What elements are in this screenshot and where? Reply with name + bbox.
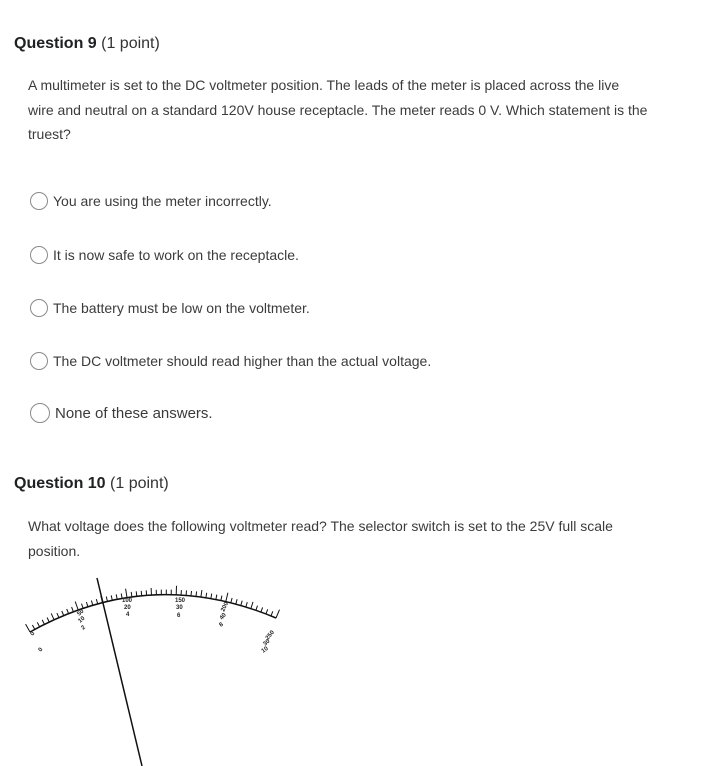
q9-option-3[interactable] xyxy=(30,299,310,317)
meter-tick xyxy=(271,611,273,616)
meter-tick xyxy=(226,593,228,602)
meter-tick xyxy=(86,602,88,607)
question-9-number: Question 9 xyxy=(14,35,97,52)
radio-button[interactable] xyxy=(30,246,48,264)
meter-tick xyxy=(37,622,39,626)
option-label: The battery must be low on the voltmeter. xyxy=(53,300,310,316)
voltmeter-scale-image xyxy=(0,560,702,766)
meter-label-150-outer: 150 xyxy=(175,598,186,604)
meter-label-50-inner: 2 xyxy=(80,624,87,632)
meter-label-200-outer: 200 xyxy=(220,601,231,613)
meter-tick xyxy=(141,591,142,596)
option-label: It is now safe to work on the receptacle. xyxy=(53,247,299,263)
meter-tick xyxy=(216,595,217,600)
meter-tick xyxy=(67,609,69,614)
meter-label-200-mid: 40 xyxy=(218,612,228,622)
meter-tick xyxy=(256,606,258,611)
meter-tick xyxy=(251,602,253,609)
meter-tick xyxy=(246,602,248,607)
radio-button[interactable] xyxy=(30,403,50,423)
meter-scale-arc xyxy=(30,595,276,632)
meter-tick xyxy=(266,609,268,614)
question-10-points: (1 point) xyxy=(105,475,169,492)
meter-label-250-outer: 250 xyxy=(264,629,276,642)
q9-option-1[interactable] xyxy=(30,192,272,210)
option-label: You are using the meter incorrectly. xyxy=(53,193,272,209)
meter-tick xyxy=(206,593,207,598)
meter-tick xyxy=(126,589,127,598)
meter-tick xyxy=(236,599,237,604)
question-9-heading xyxy=(14,35,160,53)
meter-tick xyxy=(261,607,263,612)
meter-label-200-inner: 8 xyxy=(218,621,225,629)
meter-needle xyxy=(97,578,142,766)
meter-tick xyxy=(276,610,280,618)
radio-button[interactable] xyxy=(30,192,48,210)
option-label: The DC voltmeter should read higher than the actual voltage. xyxy=(53,353,432,369)
q9-option-5[interactable] xyxy=(30,403,213,423)
radio-button[interactable] xyxy=(30,352,48,370)
q9-option-2[interactable] xyxy=(30,246,299,264)
meter-tick xyxy=(62,611,64,616)
meter-tick xyxy=(51,613,54,619)
meter-tick xyxy=(42,620,44,625)
meter-tick-marks xyxy=(26,586,280,632)
meter-label-250-mid: 30 xyxy=(262,638,272,648)
meter-tick xyxy=(221,596,222,601)
meter-tick xyxy=(241,601,242,606)
meter-tick xyxy=(91,601,92,606)
question-9-text: A multimeter is set to the DC voltmeter position. The leads of the meter is placed across the live wire and neutral on a standard 120V house receptacle. The meter reads 0 V. Which statement is the truest? xyxy=(28,77,648,142)
meter-tick xyxy=(191,591,192,596)
question-9-points: (1 point) xyxy=(96,35,160,52)
meter-label-150-inner: 6 xyxy=(177,613,181,619)
meter-tick xyxy=(201,590,202,597)
meter-label-100-inner: 4 xyxy=(126,612,130,618)
meter-tick xyxy=(82,604,84,609)
meter-tick xyxy=(47,618,49,623)
meter-label-100-mid: 20 xyxy=(124,605,131,611)
meter-tick xyxy=(136,591,137,596)
question-10-text: What voltage does the following voltmeter read? The selector switch is set to the 25V full scale position. xyxy=(28,518,613,559)
meter-label-250-inner: 10 xyxy=(260,645,270,655)
meter-label-0-outer: 0 xyxy=(29,630,37,638)
meter-label-0-inner: 0 xyxy=(37,646,45,654)
q9-option-4[interactable] xyxy=(30,352,431,370)
meter-tick xyxy=(111,595,112,600)
meter-label-50-mid: 10 xyxy=(77,615,87,625)
question-10-number: Question 10 xyxy=(14,475,106,492)
meter-tick xyxy=(211,594,212,599)
meter-tick xyxy=(96,599,97,604)
meter-label-150-mid: 30 xyxy=(176,605,183,611)
meter-label-50-outer: 50 xyxy=(76,608,86,618)
meter-tick xyxy=(231,598,232,603)
option-label: None of these answers. xyxy=(55,404,213,422)
meter-tick xyxy=(72,607,74,612)
meter-tick xyxy=(75,602,78,611)
meter-tick xyxy=(131,592,132,597)
question-10-heading xyxy=(14,475,169,493)
radio-button[interactable] xyxy=(30,299,48,317)
meter-tick xyxy=(26,624,30,632)
meter-tick xyxy=(57,613,59,618)
meter-tick xyxy=(116,594,117,599)
meter-tick xyxy=(106,597,107,602)
meter-tick xyxy=(196,591,197,596)
meter-tick xyxy=(32,625,34,629)
meter-label-100-outer: 100 xyxy=(122,598,133,604)
